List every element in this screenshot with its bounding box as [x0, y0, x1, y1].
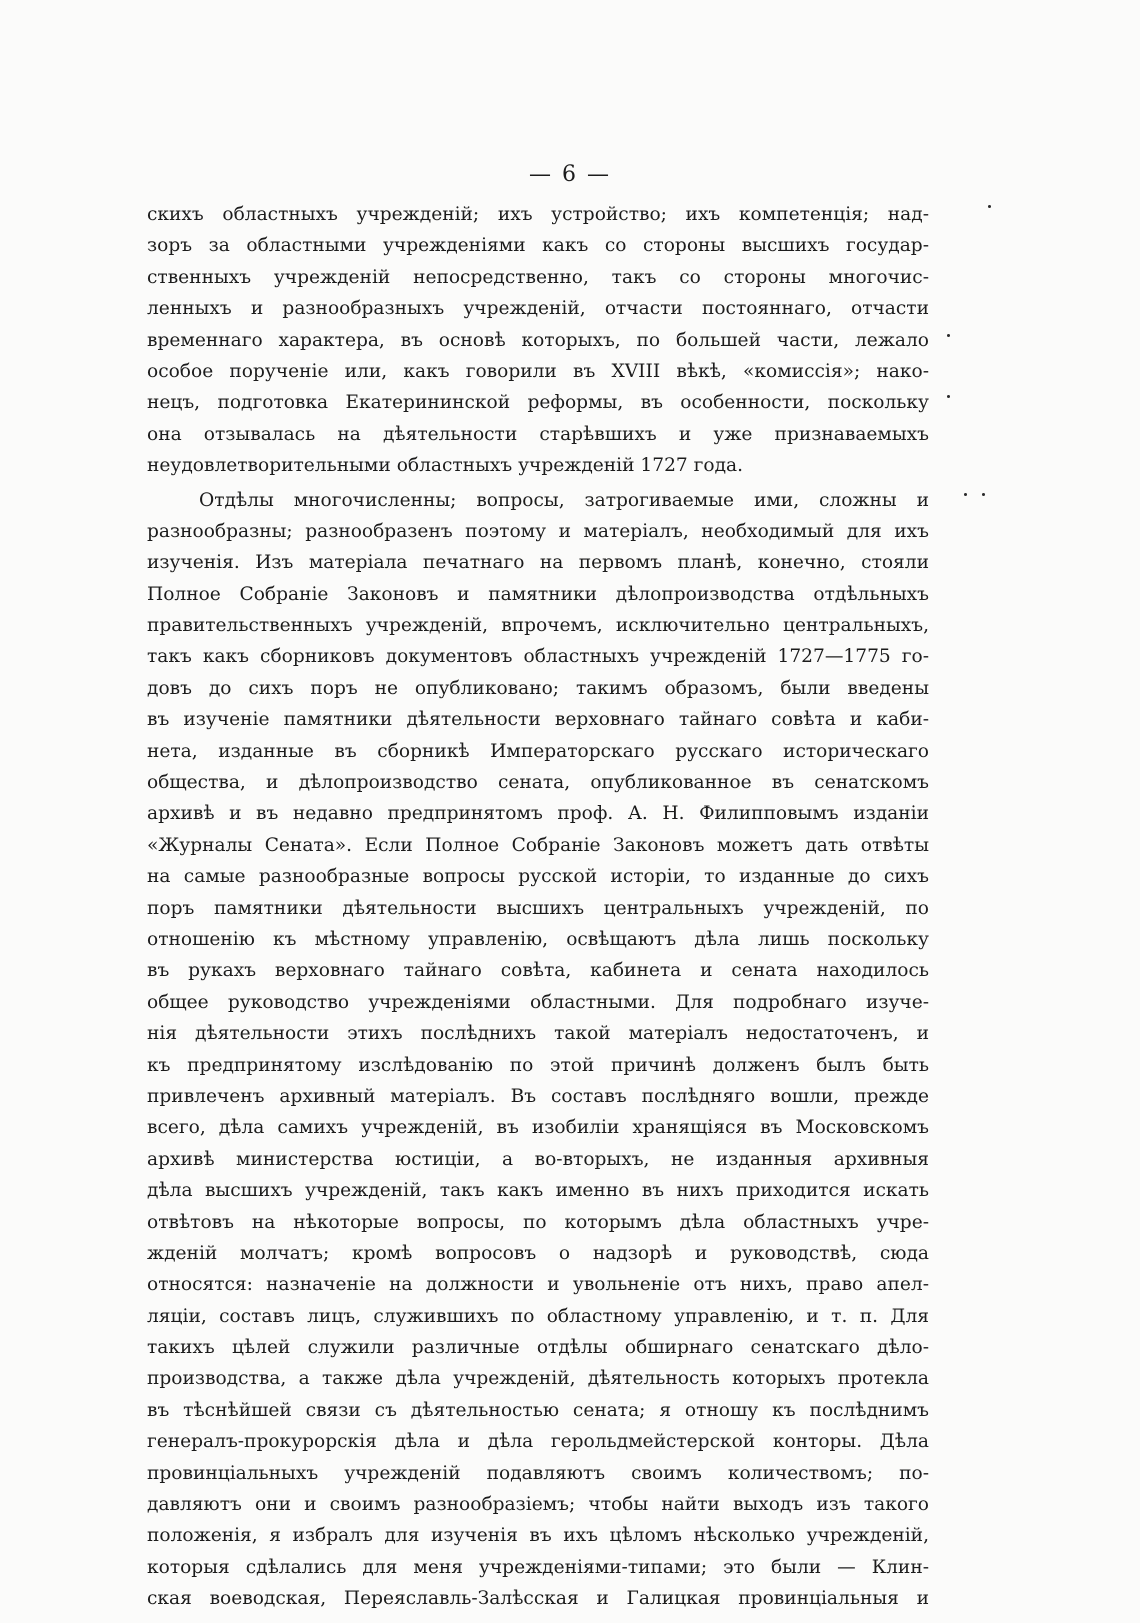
text-line: въ тѣснѣйшей связи съ дѣятельностью сената; я отношу къ послѣднимъ — [147, 1399, 929, 1421]
text-line: такихъ цѣлей служили различные отдѣлы обширнаго сенатскаго дѣло- — [147, 1337, 929, 1359]
text-line: разнообразны; разнообразенъ поэтому и матеріалъ, необходимый для ихъ — [147, 520, 929, 542]
text-line: давляютъ они и своимъ разнообразіемъ; чтобы найти выходъ изъ такого — [147, 1494, 929, 1516]
text-line: зоръ за областными учрежденіями какъ со стороны высшихъ государ- — [147, 235, 929, 257]
text-line: въ рукахъ верховнаго тайнаго совѣта, кабинета и сената находилось — [147, 960, 929, 982]
text-line: жденій молчатъ; кромѣ вопросовъ о надзорѣ и руководствѣ, сюда — [147, 1242, 929, 1264]
page-number: — 6 — — [529, 162, 611, 187]
text-line: дѣла высшихъ учрежденій, такъ какъ именно въ нихъ приходится искать — [147, 1180, 929, 1202]
text-line: производства, а также дѣла учрежденій, дѣятельность которыхъ протекла — [147, 1368, 929, 1390]
scan-speck — [964, 493, 967, 496]
text-line: общества, и дѣлопроизводство сената, опубликованное въ сенатскомъ — [147, 772, 929, 794]
text-line: ственныхъ учрежденій непосредственно, такъ со стороны многочис- — [147, 266, 929, 288]
text-line: Отдѣлы многочисленны; вопросы, затрогиваемые ими, сложны и — [199, 489, 929, 511]
text-line: на самые разнообразные вопросы русской исторіи, то изданные до сихъ — [147, 866, 929, 888]
paragraph-1 — [147, 199, 929, 482]
text-line: положенія, я избралъ для изученія въ ихъ цѣломъ нѣсколько учрежденій, — [147, 1525, 929, 1547]
text-line: скихъ областныхъ учрежденій; ихъ устройство; ихъ компетенція; над- — [147, 204, 929, 225]
text-line: нета, изданные въ сборникѣ Императорскаго русскаго историческаго — [147, 740, 929, 762]
text-line: ляціи, составъ лицъ, служившихъ по областному управленію, и т. п. Для — [147, 1305, 929, 1327]
scan-speck — [947, 395, 950, 398]
text-line: такъ какъ сборниковъ документовъ областныхъ учрежденій 1727—1775 го- — [147, 646, 929, 668]
text-line: довъ до сихъ поръ не опубликовано; такимъ образомъ, были введены — [147, 677, 929, 699]
text-line: генералъ-прокурорскія дѣла и дѣла герольдмейстерской конторы. Дѣла — [147, 1431, 929, 1453]
text-line: провинціальныхъ учрежденій подавляютъ своимъ количествомъ; по- — [147, 1462, 929, 1484]
text-line: временнаго характера, въ основѣ которыхъ, по большей части, лежало — [147, 329, 929, 351]
scan-speck — [947, 334, 950, 337]
text-line: она отзывалась на дѣятельности старѣвшихъ и уже признаваемыхъ — [147, 423, 929, 445]
paragraph-2 — [147, 485, 929, 1615]
text-line: къ предпринятому изслѣдованію по этой причинѣ долженъ былъ быть — [147, 1054, 929, 1076]
text-line: привлеченъ архивный матеріалъ. Въ составъ послѣдняго вошли, прежде — [147, 1085, 929, 1107]
scan-speck — [988, 205, 991, 208]
text-line: нія дѣятельности этихъ послѣднихъ такой матеріалъ недостаточенъ, и — [147, 1023, 929, 1045]
text-line: которыя сдѣлались для меня учрежденіями-типами; это были — Клин- — [147, 1556, 929, 1578]
text-line: архивѣ министерства юстиціи, а во-вторыхъ, не изданныя архивныя — [147, 1148, 929, 1170]
body-text — [147, 199, 929, 1615]
text-line: отношенію къ мѣстному управленію, освѣщаютъ дѣла лишь поскольку — [147, 928, 929, 950]
text-line: въ изученіе памятники дѣятельности верховнаго тайнаго совѣта и каби- — [147, 709, 929, 731]
text-line: относятся: назначеніе на должности и увольненіе отъ нихъ, право апел- — [147, 1274, 929, 1296]
text-line: ская воеводская, Переяславль-Залѣсская и Галицкая провинціальныя и — [147, 1588, 929, 1610]
scan-speck — [982, 493, 985, 496]
text-line: правительственныхъ учрежденій, впрочемъ, исключительно центральныхъ, — [147, 615, 929, 637]
text-line: всего, дѣла самихъ учрежденій, въ изобиліи хранящіяся въ Московскомъ — [147, 1117, 929, 1139]
text-line: общее руководство учрежденіями областными. Для подробнаго изуче- — [147, 991, 929, 1013]
text-line: «Журналы Сената». Если Полное Собраніе Законовъ можетъ дать отвѣты — [147, 834, 929, 856]
text-line: Полное Собраніе Законовъ и памятники дѣлопроизводства отдѣльныхъ — [147, 583, 929, 605]
text-line: неудовлетворительными областныхъ учрежденій 1727 года. — [147, 455, 744, 477]
text-line: особое порученіе или, какъ говорили въ XVIII вѣкѣ, «комиссія»; нако- — [147, 360, 929, 382]
text-line: нецъ, подготовка Екатерининской реформы, въ особенности, поскольку — [147, 392, 929, 414]
text-line: ленныхъ и разнообразныхъ учрежденій, отчасти постояннаго, отчасти — [147, 298, 929, 320]
text-line: поръ памятники дѣятельности высшихъ центральныхъ учрежденій, по — [147, 897, 929, 919]
text-line: архивѣ и въ недавно предпринятомъ проф. А. Н. Филипповымъ изданіи — [147, 803, 929, 825]
text-line: изученія. Изъ матеріала печатнаго на первомъ планѣ, конечно, стояли — [147, 552, 929, 574]
text-line: отвѣтовъ на нѣкоторые вопросы, по которымъ дѣла областныхъ учре- — [147, 1211, 929, 1233]
